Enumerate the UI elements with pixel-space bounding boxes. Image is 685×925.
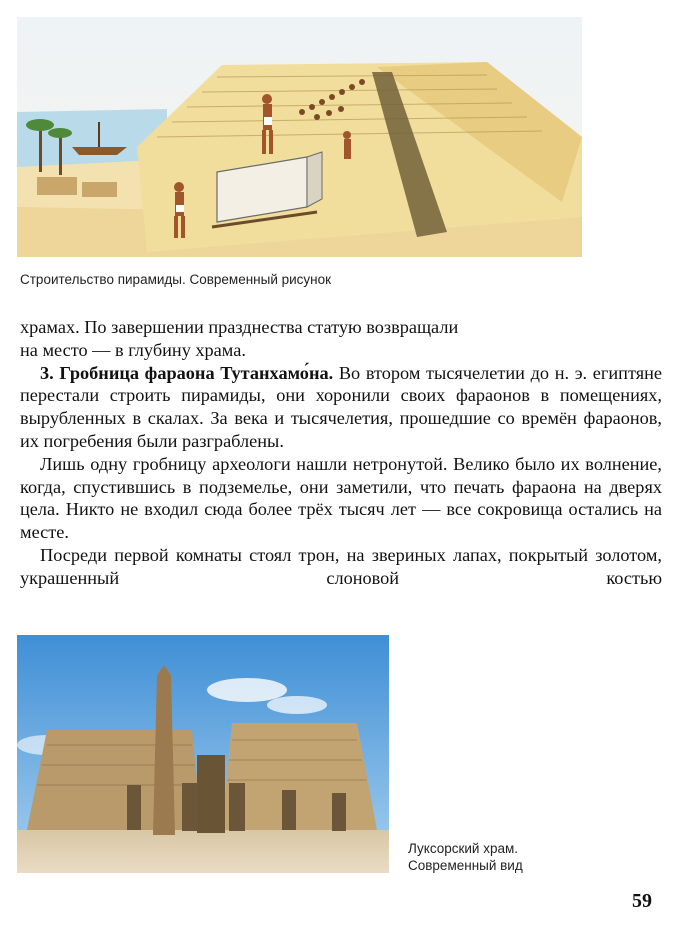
paragraph: [20, 316, 662, 362]
luxor-temple-photo: [17, 635, 389, 873]
paragraph: [20, 362, 662, 453]
caption-line: Современный вид: [408, 858, 523, 873]
text-line: храмах. По завершении празднества статую возвращали: [20, 317, 459, 337]
paragraph-text: Во втором тысячелетии до н. э. египтяне перестали строить пирамиды, они хоронили своих фараонов в помещениях, вырубленных в скалах. За века и тысячелетия, прошедшие со времён фараонов, их погребения были разграблены.: [20, 362, 663, 451]
text-line: на место — в глубину храма.: [20, 339, 246, 360]
body-text: [20, 316, 662, 590]
paragraph: Лишь одну гробницу археологи нашли нетронутой. Велико было их волнение, когда, спустившись в подземелье, они заметили, что печать фараона на дверях цела. Никто не входил сюда более трёх тысяч лет — все сокровища остались на месте.: [20, 453, 662, 543]
pyramid-construction-illustration: [17, 17, 582, 257]
section-heading: 3. Гробница фараона Тутанхамо́на.: [40, 362, 334, 383]
paragraph: Посреди первой комнаты стоял трон, на звериных лапах, покрытый золотом, украшенный слоновой костью: [20, 544, 662, 588]
page-number: 59: [632, 890, 652, 912]
caption-line: Луксорский храм.: [408, 841, 519, 856]
figure-caption: Строительство пирамиды. Современный рисунок: [20, 272, 332, 287]
figure-caption: [408, 840, 523, 874]
